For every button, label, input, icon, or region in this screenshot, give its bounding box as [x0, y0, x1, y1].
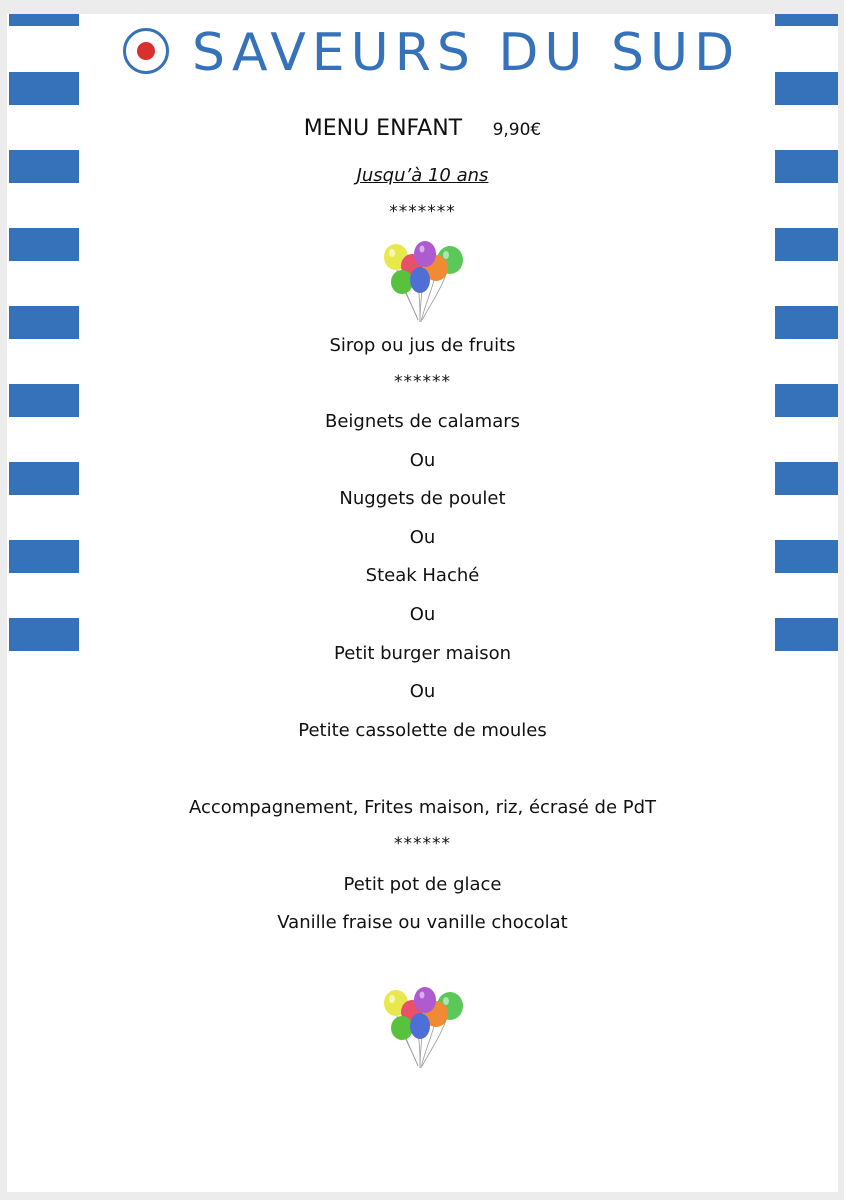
or-label: Ou	[409, 450, 436, 471]
main-item: Petite cassolette de moules	[298, 720, 547, 741]
or-label: Ou	[409, 527, 436, 548]
brand-name: SAVEURS DU SUD	[192, 23, 741, 83]
separator: ******	[394, 834, 451, 854]
right-stripe	[775, 228, 838, 261]
age-limit: Jusqu’à 10 ans	[356, 165, 489, 186]
right-stripe	[775, 14, 838, 26]
menu-page	[7, 14, 838, 1192]
separator: *******	[389, 202, 456, 222]
separator: ******	[394, 372, 451, 392]
menu-price: 9,90€	[492, 120, 542, 140]
logo-dot	[137, 42, 155, 60]
main-item: Steak Haché	[365, 565, 480, 586]
or-label: Ou	[409, 604, 436, 625]
red-dot-circle-icon	[123, 28, 169, 74]
or-label: Ou	[409, 681, 436, 702]
side-item: Accompagnement, Frites maison, riz, écrasé de PdT	[188, 797, 657, 818]
drink-item: Sirop ou jus de fruits	[329, 335, 516, 356]
brand-header	[123, 22, 741, 84]
left-stripe	[9, 14, 79, 26]
balloons-icon	[380, 986, 466, 1070]
dessert-item: Petit pot de glace	[343, 874, 502, 895]
dessert-options: Vanille fraise ou vanille chocolat	[277, 912, 568, 933]
menu-title-row	[7, 116, 838, 141]
left-stripe	[9, 72, 79, 105]
left-stripe	[9, 228, 79, 261]
main-item: Beignets de calamars	[324, 411, 520, 432]
right-stripe	[775, 72, 838, 105]
menu-title: MENU ENFANT	[303, 116, 463, 141]
balloons-icon	[380, 240, 466, 324]
main-item: Nuggets de poulet	[339, 488, 506, 509]
main-item: Petit burger maison	[333, 643, 512, 664]
